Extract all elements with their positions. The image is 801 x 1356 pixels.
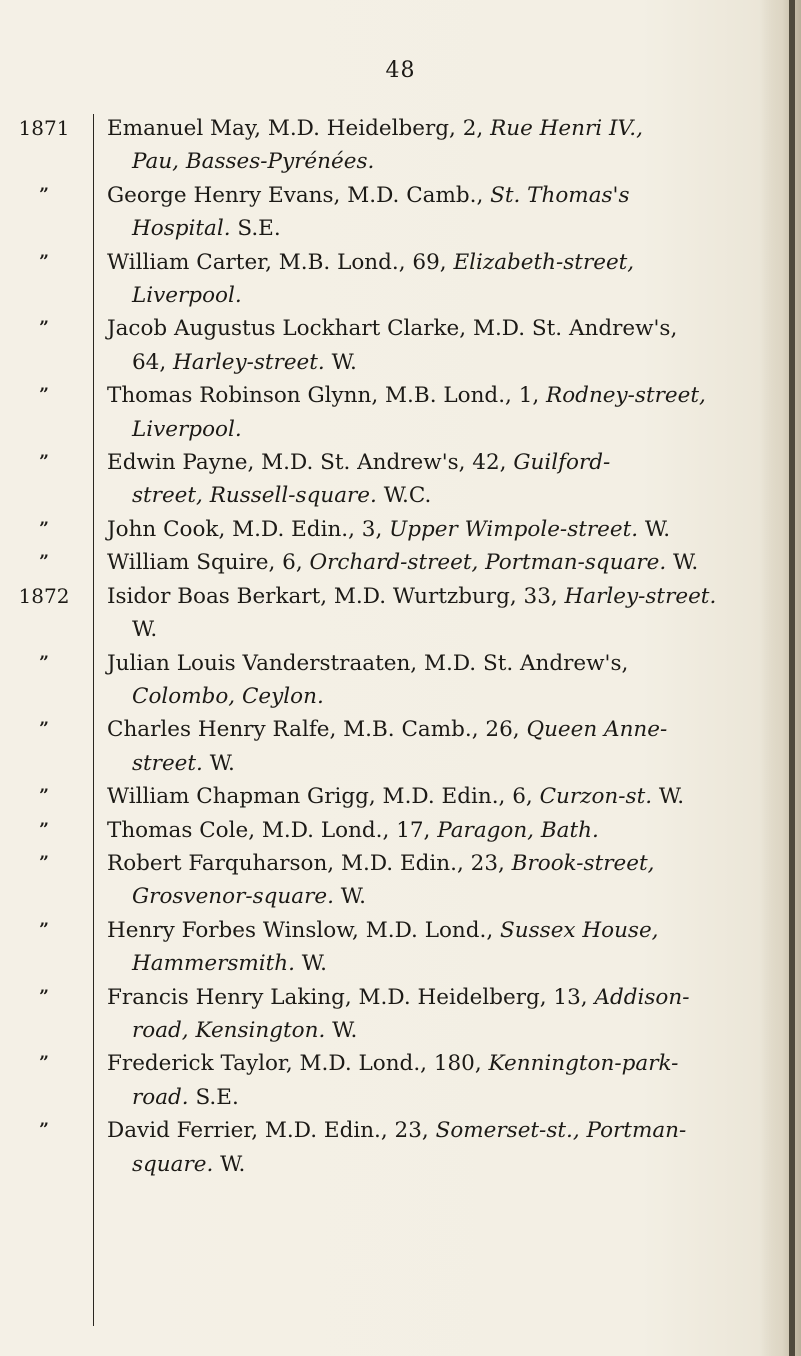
entry-text xyxy=(107,112,771,179)
entry-address-italic: Brook-street, xyxy=(511,850,655,876)
entry-text xyxy=(107,914,771,981)
list-item xyxy=(0,647,801,714)
entry-name: Jacob Augustus Lockhart Clarke, M.D. St. Andrew's, xyxy=(107,316,678,342)
entry-text xyxy=(107,246,771,313)
entry-year-ditto: ” xyxy=(39,819,49,840)
entry-year-ditto: ” xyxy=(39,552,49,573)
entry-district: S.E. xyxy=(188,1084,239,1110)
entry-district: W. xyxy=(132,617,158,643)
entry-name: Emanuel May, M.D. Heidelberg, 2, xyxy=(107,116,491,141)
list-item xyxy=(0,847,801,914)
entry-text xyxy=(107,546,771,579)
list-item xyxy=(0,814,801,847)
list-item xyxy=(0,446,801,513)
entry-text xyxy=(107,580,771,647)
entry-district: W. xyxy=(324,349,357,375)
list-item xyxy=(0,179,801,246)
entry-address-italic: road, Kensington. xyxy=(132,1017,326,1043)
list-item xyxy=(0,379,801,446)
entry-name: Julian Louis Vanderstraaten, M.D. St. Andrew's, xyxy=(107,650,629,676)
entry-name: Robert Farquharson, M.D. Edin., 23, xyxy=(107,850,512,876)
entry-district: W. xyxy=(213,1151,246,1177)
entry-text xyxy=(107,847,771,914)
entry-address-italic: Upper Wimpole-street. xyxy=(389,516,639,542)
entry-name: John Cook, M.D. Edin., 3, xyxy=(107,516,390,542)
entry-name: Charles Henry Ralfe, M.B. Camb., 26, xyxy=(107,717,527,743)
entry-address-italic: Colombo, Ceylon. xyxy=(132,683,324,709)
entry-district: W. xyxy=(202,750,235,776)
entry-address-italic: Guilford- xyxy=(513,450,611,476)
entry-text xyxy=(107,446,771,513)
entry-year-ditto: ” xyxy=(39,184,49,205)
entry-address-italic: road. xyxy=(132,1084,189,1110)
entry-name: William Carter, M.B. Lond., 69, xyxy=(107,249,454,275)
entry-address-italic: street. xyxy=(132,750,203,776)
entry-year-ditto: ” xyxy=(39,251,49,272)
entry-address-italic: Hammersmith. xyxy=(132,951,295,977)
entry-address-italic: Orchard-street, Portman-square. xyxy=(309,550,667,576)
entry-year-ditto: ” xyxy=(39,986,49,1007)
list-item xyxy=(0,112,801,179)
entry-address-italic: Curzon-st. xyxy=(539,784,653,810)
entry-text xyxy=(107,1047,771,1114)
entry-address-italic: Liverpool. xyxy=(132,416,242,442)
entry-name: George Henry Evans, M.D. Camb., xyxy=(107,182,491,208)
entry-district: W. xyxy=(294,951,327,977)
entry-address-italic: Queen Anne- xyxy=(526,717,668,743)
entry-address-italic: Rodney-street, xyxy=(546,383,706,409)
entry-text: Jacob Augustus Lockhart Clarke, M.D. St. Andrew's, 64, Harley-street. W. xyxy=(107,316,678,375)
entry-year: 1872 xyxy=(18,583,70,608)
entry-text xyxy=(107,379,771,446)
entry-address-italic: street, Russell-square. xyxy=(132,483,377,509)
entry-address-italic: Harley-street. xyxy=(173,349,325,375)
entry-year-ditto: ” xyxy=(39,919,49,940)
entry-district: W. xyxy=(652,784,685,810)
entry-address-italic: Liverpool. xyxy=(132,283,242,309)
entry-district: W. xyxy=(638,516,671,542)
entry-year-ditto: ” xyxy=(39,385,49,406)
entry-address-italic: Kennington-park- xyxy=(488,1051,679,1077)
entry-address-italic: Addison- xyxy=(594,984,690,1010)
entry-address-italic: Elizabeth-street, xyxy=(453,249,635,275)
entry-text xyxy=(107,981,771,1048)
entry-text xyxy=(107,713,771,780)
entry-year-ditto: ” xyxy=(39,518,49,539)
entry-year-ditto: ” xyxy=(39,652,49,673)
list-item xyxy=(0,1047,801,1114)
page-number: 48 xyxy=(385,58,416,83)
entry-address-italic: Somerset-st., Portman- xyxy=(435,1118,687,1144)
list-item xyxy=(0,246,801,313)
entry-name: William Squire, 6, xyxy=(107,550,310,576)
entry-year-ditto: ” xyxy=(39,719,49,740)
list-item xyxy=(0,580,801,647)
entry-address-italic: Harley-street. xyxy=(564,583,717,609)
entry-year-ditto: ” xyxy=(39,786,49,807)
entry-address-italic: Grosvenor-square. xyxy=(132,884,334,910)
entry-year-ditto: ” xyxy=(39,318,49,339)
entry-name: William Chapman Grigg, M.D. Edin., 6, xyxy=(107,784,540,810)
entry-district: W.C. xyxy=(376,483,432,509)
entry-address-italic: Hospital. xyxy=(132,216,231,242)
entry-name: Isidor Boas Berkart, M.D. Wurtzburg, 33, xyxy=(107,583,565,609)
list-item xyxy=(0,780,801,813)
entry-address-italic: Pau, Basses-Pyrénées. xyxy=(132,149,375,175)
entry-year-ditto: ” xyxy=(39,452,49,473)
list-item xyxy=(0,312,801,379)
entry-name: Thomas Cole, M.D. Lond., 17, xyxy=(107,817,438,843)
entry-address-italic: Sussex House, xyxy=(500,917,659,943)
entry-name: Frederick Taylor, M.D. Lond., 180, xyxy=(107,1051,489,1077)
entry-text xyxy=(107,814,771,847)
entry-text xyxy=(107,780,771,813)
entry-text xyxy=(107,513,771,546)
list-item xyxy=(0,713,801,780)
list-item xyxy=(0,914,801,981)
entry-district: W. xyxy=(333,884,366,910)
entry-address-italic: square. xyxy=(132,1151,214,1177)
entry-name: Francis Henry Laking, M.D. Heidelberg, 13, xyxy=(107,984,595,1010)
entry-year-ditto: ” xyxy=(39,1120,49,1141)
entry-address-italic: Paragon, Bath. xyxy=(437,817,599,843)
entry-year-ditto: ” xyxy=(39,1053,49,1074)
entry-district: W. xyxy=(325,1017,358,1043)
entry-district: S.E. xyxy=(230,216,281,242)
entry-text xyxy=(107,647,771,714)
entry-address-italic: Rue Henri IV., xyxy=(490,116,643,141)
entry-name: Thomas Robinson Glynn, M.B. Lond., 1, xyxy=(107,383,547,409)
entry-text xyxy=(107,1114,771,1181)
entry-name: David Ferrier, M.D. Edin., 23, xyxy=(107,1118,436,1144)
entry-name: Henry Forbes Winslow, M.D. Lond., xyxy=(107,917,501,943)
entry-year: 1871 xyxy=(18,116,70,140)
list-item xyxy=(0,981,801,1048)
entry-district: W. xyxy=(666,550,699,576)
list-item xyxy=(0,513,801,546)
entry-year-ditto: ” xyxy=(39,852,49,873)
member-list xyxy=(0,112,801,1181)
list-item xyxy=(0,546,801,579)
entry-text xyxy=(107,179,771,246)
entry-address-italic: St. Thomas's xyxy=(490,182,630,208)
list-item xyxy=(0,1114,801,1181)
entry-name: Edwin Payne, M.D. St. Andrew's, 42, xyxy=(107,450,514,476)
